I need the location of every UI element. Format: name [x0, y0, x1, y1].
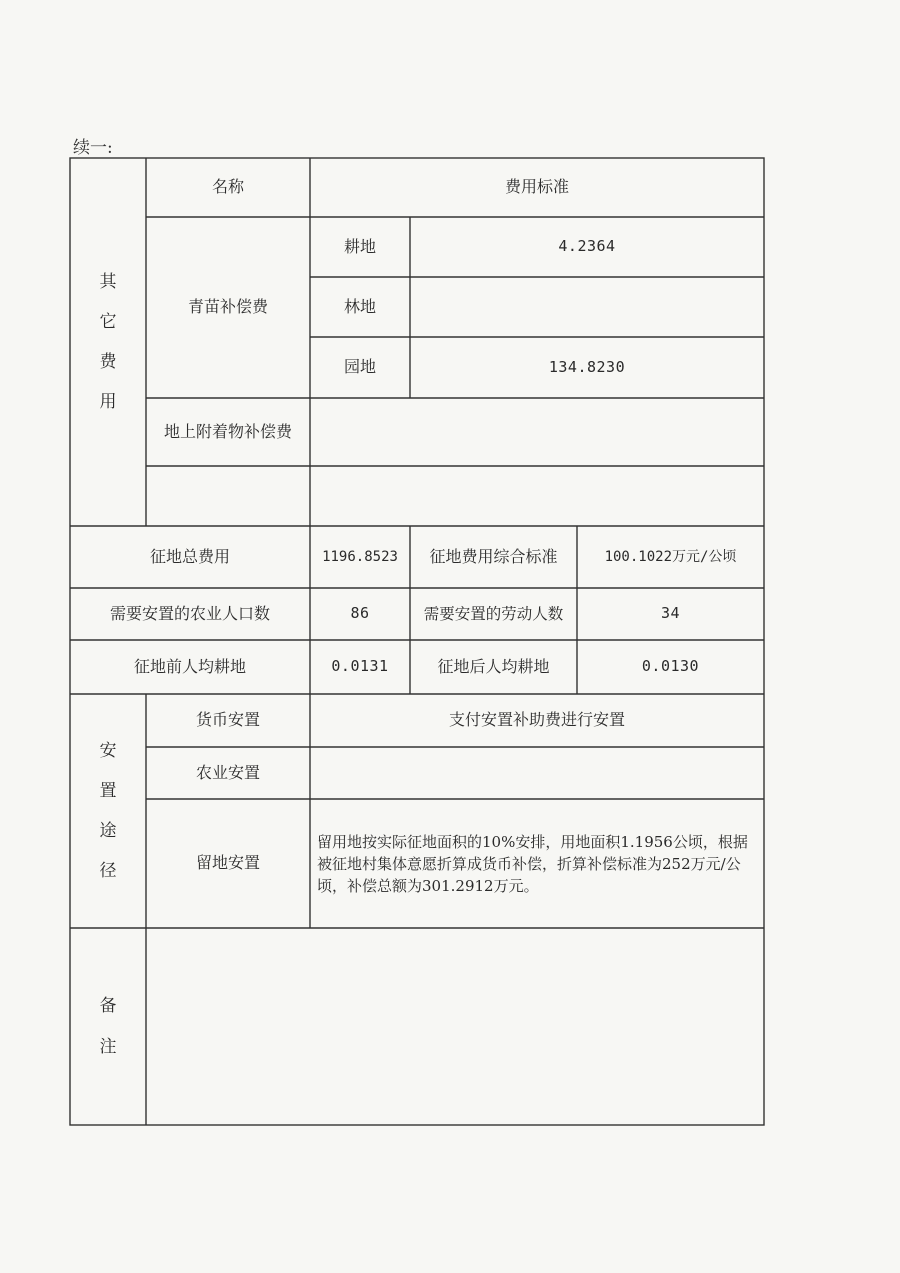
attachment-compensation-value: [310, 398, 764, 466]
section-label-other-fees: [70, 158, 146, 526]
section-label-char: 注: [99, 1036, 117, 1057]
value-garden: 134.8230: [548, 357, 626, 376]
total-cost-label: 征地总费用: [149, 546, 230, 566]
section-label-char: 径: [99, 861, 117, 882]
crop-compensation-label: 青苗补偿费: [187, 297, 268, 317]
monetary-resettlement-value: 支付安置补助费进行安置: [448, 710, 625, 730]
farmland-after-value: 0.0130: [641, 657, 700, 676]
continuation-label: 续一:: [73, 138, 113, 158]
farmland-after-label: 征地后人均耕地: [437, 656, 550, 676]
total-cost-value: 1196.8523: [322, 548, 398, 565]
section-label-char: 安: [99, 740, 117, 761]
section-label-remarks: [70, 928, 146, 1125]
farm-population-value: 86: [350, 604, 370, 623]
section-label-char: 置: [99, 780, 117, 801]
header-fee-standard: 费用标准: [504, 177, 569, 197]
monetary-resettlement-label: 货币安置: [195, 710, 260, 730]
section-label-resettlement: [70, 694, 146, 928]
section-label-char: 其: [99, 271, 117, 292]
labor-label: 需要安置的劳动人数: [423, 604, 564, 623]
section-label-char: 费: [99, 352, 117, 372]
blank-row-label: [146, 466, 310, 526]
section-label-char: 备: [99, 996, 117, 1017]
labor-value: 34: [660, 604, 681, 623]
land-type-forest: 林地: [343, 296, 376, 316]
land-type-garden: 园地: [343, 357, 376, 377]
agricultural-resettlement-label: 农业安置: [195, 762, 260, 782]
header-name: 名称: [211, 177, 244, 197]
agricultural-resettlement-value: [310, 747, 764, 799]
combined-standard-value: 100.1022万元/公顷: [604, 548, 737, 565]
reserved-land-value: 留用地按实际征地面积的10%安排，用地面积1.1956公顷，根据被征地村集体意愿折算成货币补偿，折算补偿标准为252万元/公顷，补偿总额为301.2912万元。: [317, 832, 748, 895]
value-forest: [410, 277, 764, 337]
value-cultivated: 4.2364: [558, 237, 616, 256]
section-label-char: 它: [99, 311, 117, 332]
blank-row-value: [310, 466, 764, 526]
combined-standard-label: 征地费用综合标准: [429, 546, 558, 566]
section-label-char: 用: [99, 392, 117, 413]
farm-population-label: 需要安置的农业人口数: [109, 603, 270, 623]
farmland-before-label: 征地前人均耕地: [133, 656, 246, 676]
reserved-land-label: 留地安置: [195, 853, 260, 873]
section-label-char: 途: [99, 821, 117, 841]
remarks-value: [146, 928, 764, 1125]
land-type-cultivated: 耕地: [343, 236, 376, 256]
attachment-compensation-label: 地上附着物补偿费: [163, 421, 292, 441]
farmland-before-value: 0.0131: [331, 657, 389, 676]
